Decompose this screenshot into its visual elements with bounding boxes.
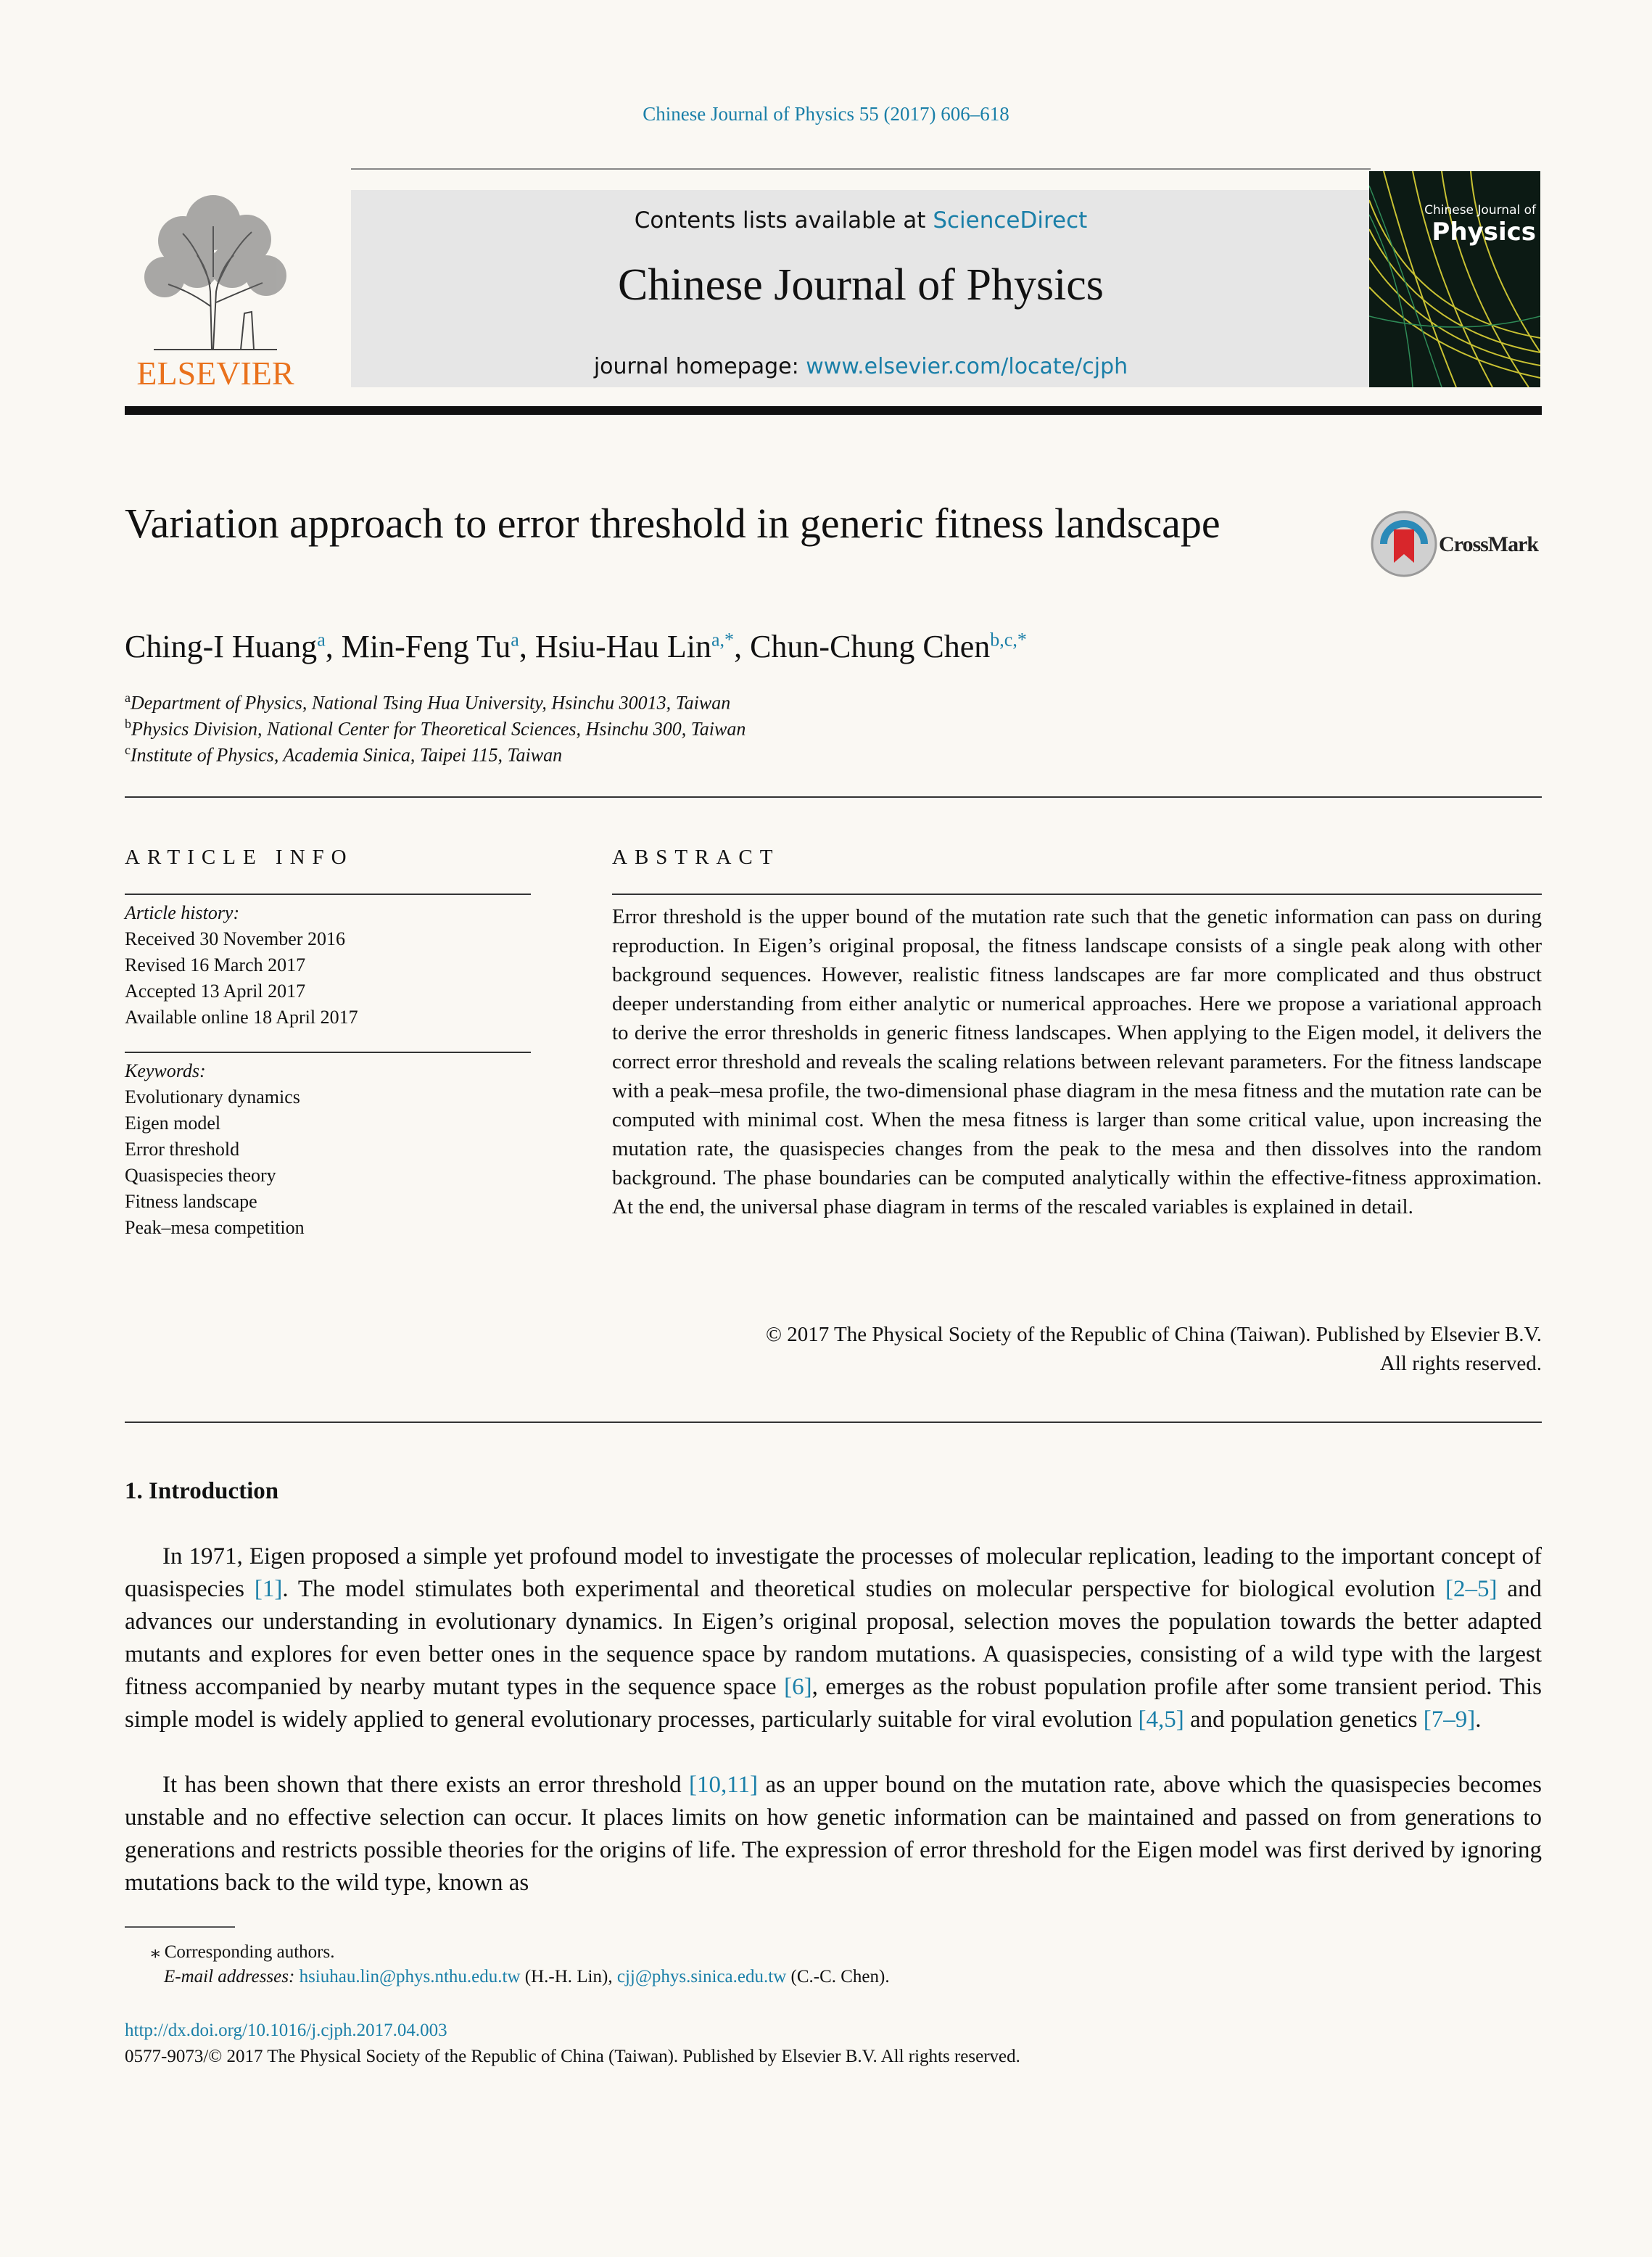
affiliation-marker: c <box>125 743 131 757</box>
accepted-date: Accepted 13 April 2017 <box>125 981 306 1002</box>
paragraph-text: as an upper bound on the mutation rate, above which the quasispecies becomes unstable and no effective selection can occur. It places limits on how genetic information can be maintained and passed on from generations to generations and restricts possible theories for the origins of life. The expression of error threshold for the Eigen model was first derived by ignoring mutations back to the wild type, known as <box>125 1772 1542 1896</box>
homepage-line <box>351 354 1371 379</box>
journal-cover-image <box>1369 171 1540 387</box>
intro-paragraph-2 <box>125 1769 1542 1899</box>
citation-link[interactable]: [2–5] <box>1445 1576 1498 1602</box>
affiliation-text: Physics Division, National Center for Theoretical Sciences, Hsinchu 300, Taiwan <box>131 718 746 740</box>
keyword: Quasispecies theory <box>125 1165 276 1186</box>
keyword: Evolutionary dynamics <box>125 1086 300 1107</box>
author-separator: , <box>325 629 342 664</box>
affiliation-text: Institute of Physics, Academia Sinica, Taipei 115, Taiwan <box>131 744 563 766</box>
author-name: Ching-I Huang <box>125 629 318 664</box>
revised-date: Revised 16 March 2017 <box>125 954 306 975</box>
email-owner: (H.-H. Lin), <box>520 1967 617 1986</box>
received-date: Received 30 November 2016 <box>125 928 345 949</box>
section-heading: 1. Introduction <box>125 1478 279 1504</box>
corresponding-footnote <box>151 1941 334 1963</box>
homepage-link[interactable]: www.elsevier.com/locate/cjph <box>806 354 1128 379</box>
cover-title-large: Physics <box>1432 218 1536 247</box>
paragraph-text: , emerges as the robust population profile after some transient period. This simple model is widely applied to general evolutionary processes, particularly suitable for viral evolution <box>125 1674 1542 1733</box>
abstract-heading: ABSTRACT <box>612 846 780 869</box>
citation-link[interactable]: [6] <box>784 1674 812 1700</box>
paragraph-text: and population genetics <box>1184 1707 1424 1733</box>
elsevier-logo <box>125 183 306 389</box>
paragraph-text: In 1971, Eigen proposed a simple yet profound model to investigate the processes of molecular replication, leading to the important concept of quasispecies <box>125 1543 1542 1602</box>
doi-link[interactable]: http://dx.doi.org/10.1016/j.cjph.2017.04.003 <box>125 2021 447 2040</box>
footnote-star: ⁎ <box>151 1942 160 1962</box>
keyword: Eigen model <box>125 1113 221 1134</box>
keywords-label: Keywords: <box>125 1060 206 1081</box>
email-link-chen[interactable]: cjj@phys.sinica.edu.tw <box>616 1967 787 1986</box>
contents-line <box>351 207 1371 234</box>
abstract-text: Error threshold is the upper bound of the mutation rate such that the genetic information can pass on during reproduction. In Eigen’s original proposal, the fitness landscape consists of a single peak along with other background sequences. However, realistic fitness landscapes are far more complicated and thus obstruct deeper understanding from either analytic or numerical approaches. Here we propose a variational approach to derive the error thresholds in generic fitness landscapes. When applying to the Eigen model, it delivers the correct error threshold and reveals the scaling relations between relevant parameters. For the fitness landscape with a peak–mesa profile, the two-dimensional phase diagram in the mesa fitness and the mutation rate can be computed with minimal cost. When the mesa fitness is larger than some critical value, upon increasing the mutation rate, the quasispecies changes from the peak to the mesa and then dissolves into the random background. The phase boundaries can be computed analytically within the effective-fitness approximation. At the end, the universal phase diagram in terms of the rescaled variables is explained in detail. <box>612 905 1542 1218</box>
email-footnote <box>164 1967 890 1987</box>
paragraph-text: . <box>1475 1707 1482 1733</box>
cover-title-small: Chinese Journal of <box>1424 203 1536 218</box>
affiliation-text: Department of Physics, National Tsing Hua University, Hsinchu 30013, Taiwan <box>131 692 731 714</box>
keyword: Peak–mesa competition <box>125 1217 305 1238</box>
homepage-prefix: journal homepage: <box>593 354 806 379</box>
divider <box>125 796 1542 798</box>
citation-link[interactable]: [1] <box>254 1576 283 1602</box>
copyright-line: All rights reserved. <box>1379 1352 1542 1375</box>
citation-link[interactable]: [4,5] <box>1138 1707 1184 1733</box>
journal-title: Chinese Journal of Physics <box>618 260 1104 310</box>
affiliation-c <box>125 743 562 767</box>
header-thick-rule <box>125 406 1542 415</box>
author-list <box>125 628 1027 665</box>
issn-copyright-line: 0577-9073/© 2017 The Physical Society of the Republic of China (Taiwan). Published by Elsevier B.V. All rights reserved. <box>125 2047 1020 2066</box>
journal-banner <box>351 190 1371 387</box>
sciencedirect-link[interactable]: ScienceDirect <box>933 207 1088 234</box>
affiliation-marker: a <box>125 690 131 705</box>
author-name: Hsiu-Hau Lin <box>534 629 712 664</box>
paragraph-text: . The model stimulates both experimental and theoretical studies on molecular perspective for biological evolution <box>282 1576 1445 1602</box>
affiliation-a <box>125 690 730 714</box>
history-label: Article history: <box>125 902 240 923</box>
paragraph-text: and advances our understanding in evolutionary dynamics. In Eigen’s original proposal, selection moves the population towards the better adapted mutants and explores for even better ones in the sequence space by random mutations. A quasispecies, consisting of a wild type with the largest fitness accompanied by nearby mutant types in the sequence space <box>125 1576 1542 1700</box>
header-top-rule <box>351 168 1371 170</box>
abstract-copyright <box>612 1320 1542 1378</box>
author-affiliation-marker[interactable]: a,* <box>711 629 735 651</box>
divider <box>125 1052 531 1053</box>
author-separator: , <box>519 629 535 664</box>
author-affiliation-marker[interactable]: b,c,* <box>990 629 1027 651</box>
affiliation-b <box>125 717 746 740</box>
citation-link[interactable]: [7–9] <box>1423 1707 1476 1733</box>
paper-title: Variation approach to error threshold in generic fitness landscape <box>125 500 1221 547</box>
email-link-lin[interactable]: hsiuhau.lin@phys.nthu.edu.tw <box>299 1967 521 1986</box>
article-info-heading: ARTICLE INFO <box>125 846 354 869</box>
author-name: Chun-Chung Chen <box>750 629 991 664</box>
author-affiliation-marker[interactable]: a <box>511 629 519 651</box>
citation-link[interactable]: [10,11] <box>689 1772 759 1798</box>
journal-reference-link[interactable]: Chinese Journal of Physics 55 (2017) 606–618 <box>643 103 1009 125</box>
affiliation-marker: b <box>125 717 131 731</box>
email-label: E-mail addresses: <box>164 1967 295 1986</box>
elsevier-wordmark: ELSEVIER <box>136 355 294 389</box>
copyright-line: © 2017 The Physical Society of the Republic of China (Taiwan). Published by Elsevier B.V. <box>765 1323 1542 1346</box>
author-name: Min-Feng Tu <box>341 629 511 664</box>
keyword: Fitness landscape <box>125 1191 257 1212</box>
crossmark-label[interactable]: CrossMark <box>1439 532 1539 556</box>
divider <box>125 1422 1542 1423</box>
contents-prefix: Contents lists available at <box>634 207 933 234</box>
online-date: Available online 18 April 2017 <box>125 1007 358 1028</box>
author-affiliation-marker[interactable]: a <box>317 629 326 651</box>
paragraph-text: It has been shown that there exists an error threshold <box>162 1772 690 1798</box>
keyword: Error threshold <box>125 1139 240 1160</box>
email-owner: (C.-C. Chen). <box>786 1967 890 1986</box>
footnote-rule <box>125 1926 235 1928</box>
author-separator: , <box>734 629 751 664</box>
divider <box>612 894 1542 895</box>
divider <box>125 894 531 895</box>
intro-paragraph-1 <box>125 1540 1542 1736</box>
footnote-text: Corresponding authors. <box>164 1942 335 1962</box>
